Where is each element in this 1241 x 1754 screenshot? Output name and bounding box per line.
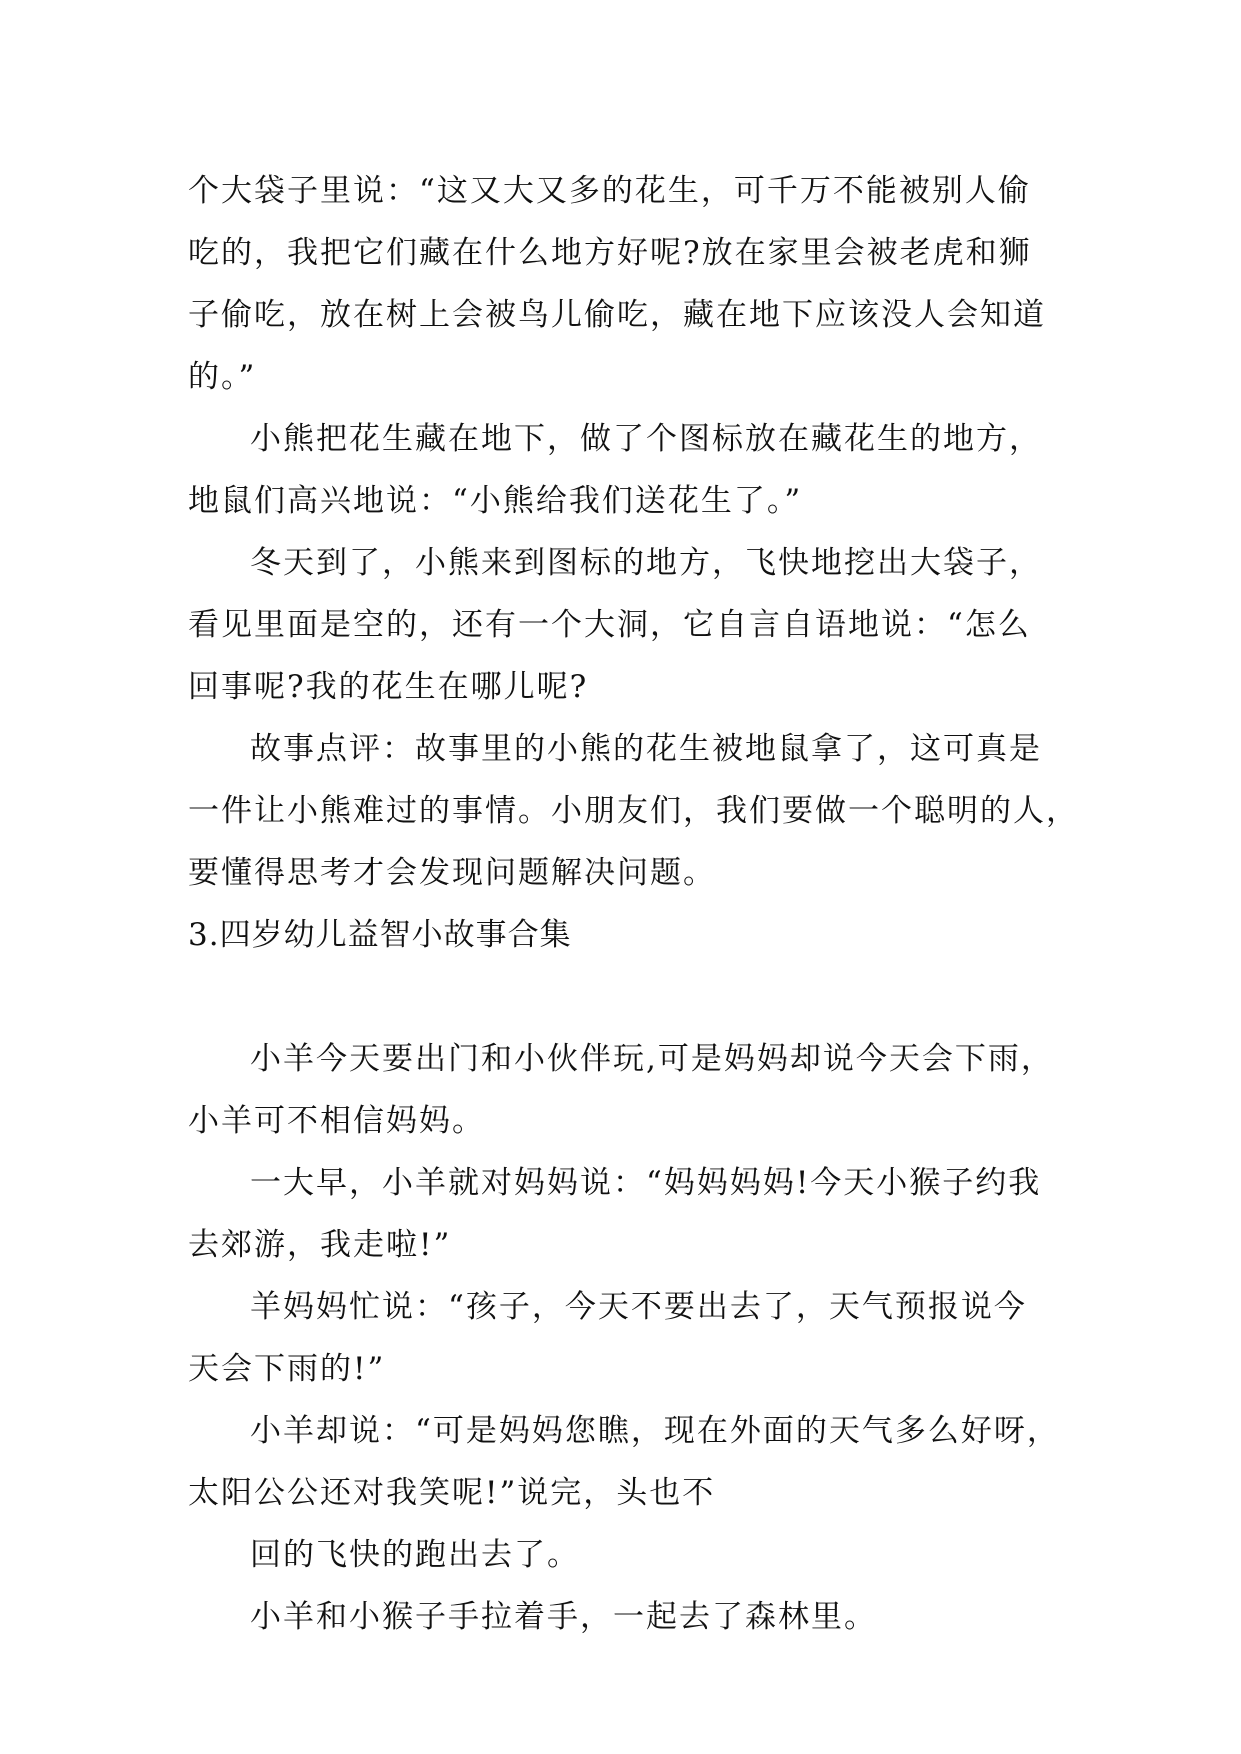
text-line: 去郊游，我走啦!” bbox=[188, 1227, 452, 1263]
story-part-2 bbox=[188, 1028, 1058, 1648]
text-line: 一件让小熊难过的事情。小朋友们，我们要做一个聪明的人， bbox=[188, 793, 1079, 829]
section-heading: 3.四岁幼儿益智小故事合集 bbox=[188, 917, 572, 953]
paragraph bbox=[188, 1028, 1058, 1152]
paragraph bbox=[188, 1400, 1058, 1524]
text-line: 吃的，我把它们藏在什么地方好呢?放在家里会被老虎和狮 bbox=[188, 235, 1032, 271]
text-line: 太阳公公还对我笑呢!”说完，头也不 bbox=[188, 1475, 716, 1511]
text-line: 一大早，小羊就对妈妈说：“妈妈妈妈!今天小猴子约我 bbox=[250, 1165, 1042, 1201]
text-line: 回的飞快的跑出去了。 bbox=[250, 1537, 580, 1573]
text-line: 小熊把花生藏在地下，做了个图标放在藏花生的地方， bbox=[250, 421, 1042, 457]
paragraph bbox=[188, 1152, 1058, 1276]
text-line: 羊妈妈忙说：“孩子，今天不要出去了，天气预报说今 bbox=[250, 1289, 1027, 1325]
text-line: 回事呢?我的花生在哪儿呢? bbox=[188, 669, 589, 705]
text-line: 冬天到了，小熊来到图标的地方，飞快地挖出大袋子， bbox=[250, 545, 1042, 581]
paragraph bbox=[188, 1586, 1058, 1648]
text-line: 个大袋子里说：“这又大又多的花生，可千万不能被别人偷 bbox=[188, 173, 1031, 209]
paragraph bbox=[188, 1276, 1058, 1400]
text-line: 看见里面是空的，还有一个大洞，它自言自语地说：“怎么 bbox=[188, 607, 1031, 643]
text-line: 小羊可不相信妈妈。 bbox=[188, 1103, 485, 1139]
document-body bbox=[188, 160, 1079, 1648]
text-line: 要懂得思考才会发现问题解决问题。 bbox=[188, 855, 716, 891]
paragraph bbox=[188, 408, 1058, 532]
text-line: 的。” bbox=[188, 359, 257, 395]
text-line: 故事点评：故事里的小熊的花生被地鼠拿了，这可真是 bbox=[250, 731, 1042, 767]
story-part-1 bbox=[188, 160, 1079, 904]
text-line: 小羊今天要出门和小伙伴玩,可是妈妈却说今天会下雨， bbox=[250, 1041, 1054, 1077]
paragraph bbox=[188, 532, 1058, 718]
paragraph bbox=[188, 718, 1079, 904]
text-line: 小羊和小猴子手拉着手，一起去了森林里。 bbox=[250, 1599, 877, 1635]
text-line: 地鼠们高兴地说：“小熊给我们送花生了。” bbox=[188, 483, 803, 519]
paragraph bbox=[188, 160, 1058, 408]
spacer bbox=[188, 966, 1058, 1028]
text-line: 小羊却说：“可是妈妈您瞧，现在外面的天气多么好呀， bbox=[250, 1413, 1060, 1449]
paragraph bbox=[188, 1524, 1058, 1586]
text-line: 子偷吃，放在树上会被鸟儿偷吃，藏在地下应该没人会知道 bbox=[188, 297, 1046, 333]
text-line: 天会下雨的!” bbox=[188, 1351, 386, 1387]
